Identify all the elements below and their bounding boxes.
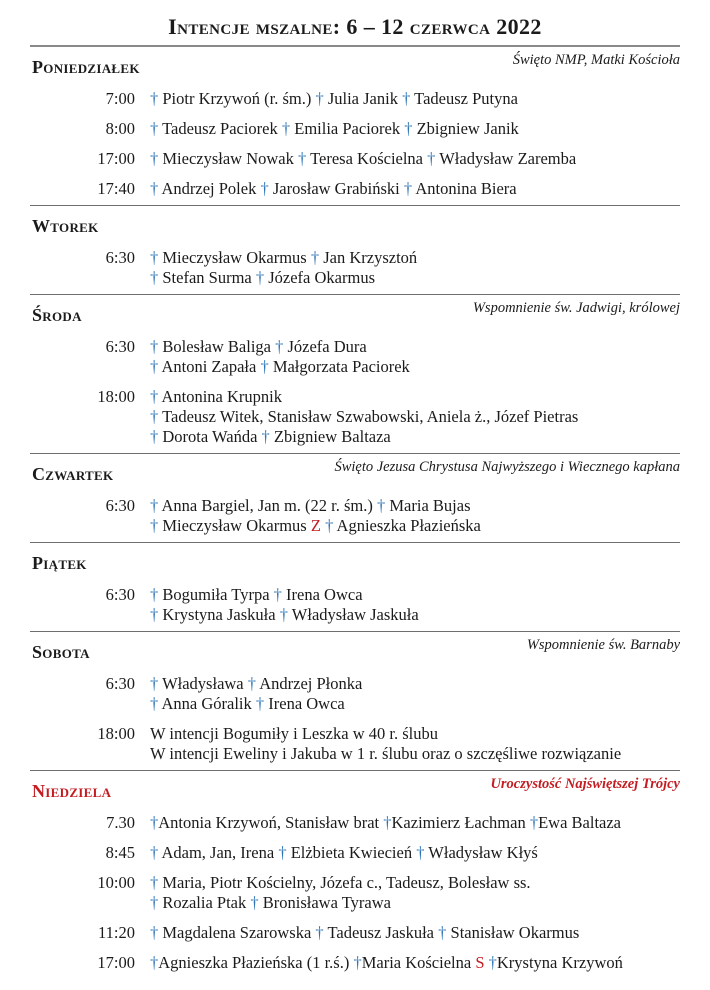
mass-time: 6:30 — [105, 585, 135, 604]
intention-text: Antonina Biera — [415, 179, 517, 198]
dagger-mark: † — [150, 605, 163, 624]
intention-text: Antonia Krzywoń, Stanisław brat — [158, 813, 384, 832]
mass-intentions — [150, 387, 578, 447]
mass-intentions — [150, 119, 519, 139]
feast-note: Wspomnienie św. Jadwigi, królowej — [472, 300, 680, 316]
red-letter: Z — [310, 516, 321, 535]
intention-text: Anna Góralik — [161, 694, 256, 713]
dagger-mark: † — [150, 248, 163, 267]
dagger-mark: † — [150, 923, 163, 942]
day-list — [30, 47, 680, 979]
intention-line — [150, 893, 531, 913]
dagger-mark: † — [150, 873, 163, 892]
dagger-mark: † — [325, 516, 337, 535]
mass-time: 6:30 — [105, 248, 135, 267]
dagger-mark: † — [247, 674, 260, 693]
day-heading: Piątek — [32, 553, 87, 573]
mass-row — [30, 585, 680, 625]
intention-text: Ewa Baltaza — [538, 813, 622, 832]
intention-line — [150, 724, 621, 744]
dagger-mark: † — [150, 694, 162, 713]
mass-row — [30, 179, 680, 199]
mass-row — [30, 119, 680, 139]
mass-intentions — [150, 873, 531, 913]
intention-line — [150, 694, 362, 714]
intention-text: Andrzej Płonka — [259, 674, 363, 693]
intention-text: Bogumiła Tyrpa — [162, 585, 274, 604]
intention-line — [150, 89, 518, 109]
feast-note: Święto Jezusa Chrystusa Najwyższego i Wiecznego kapłana — [334, 459, 680, 475]
mass-row — [30, 248, 680, 288]
mass-row — [30, 674, 680, 714]
mass-row — [30, 496, 680, 536]
mass-row — [30, 149, 680, 169]
feast-note: Uroczystość Najświętszej Trójcy — [490, 776, 680, 792]
intention-text: Agnieszka Płazieńska — [336, 516, 481, 535]
dagger-mark: † — [150, 953, 159, 972]
intention-line — [150, 873, 531, 893]
day-header — [30, 547, 680, 575]
day-header — [30, 775, 680, 803]
intention-line — [150, 923, 579, 943]
intention-text: Władysława — [162, 674, 248, 693]
intention-text: Maria Bujas — [389, 496, 471, 515]
mass-intentions — [150, 953, 623, 973]
dagger-mark: † — [150, 387, 162, 406]
intention-line — [150, 387, 578, 407]
mass-time: 17:00 — [97, 149, 135, 168]
day-section — [30, 294, 680, 453]
dagger-mark: † — [315, 923, 328, 942]
mass-intentions — [150, 585, 419, 625]
intention-line — [150, 427, 578, 447]
dagger-mark: † — [260, 357, 273, 376]
intention-text: Magdalena Szarowska — [162, 923, 316, 942]
mass-time: 10:00 — [97, 873, 135, 892]
dagger-mark: † — [150, 585, 163, 604]
dagger-mark: † — [150, 119, 163, 138]
intention-text: Zbigniew Baltaza — [273, 427, 391, 446]
intention-text: Elżbieta Kwiecień — [290, 843, 417, 862]
day-section — [30, 542, 680, 631]
intention-line — [150, 149, 576, 169]
intention-line — [150, 248, 417, 268]
intention-text: Władysław Kłyś — [428, 843, 538, 862]
dagger-mark: † — [377, 496, 390, 515]
mass-row — [30, 337, 680, 377]
intention-line — [150, 953, 623, 973]
intention-text: W intencji Eweliny i Jakuba w 1 r. ślubu oraz o szczęśliwe rozwiązanie — [150, 744, 622, 763]
dagger-mark: † — [150, 357, 162, 376]
mass-row — [30, 843, 680, 863]
intention-text: Adam, Jan, Irena — [161, 843, 279, 862]
day-header — [30, 458, 680, 486]
intention-text: Mieczysław Nowak — [162, 149, 299, 168]
intention-text: Maria Kościelna — [361, 953, 476, 972]
dagger-mark: † — [438, 923, 451, 942]
dagger-mark: † — [150, 268, 163, 287]
dagger-mark: † — [279, 605, 292, 624]
day-heading: Sobota — [32, 642, 90, 662]
mass-row — [30, 813, 680, 833]
dagger-mark: † — [255, 268, 269, 287]
mass-time: 7:00 — [105, 89, 135, 108]
dagger-mark: † — [260, 179, 273, 198]
dagger-mark: † — [250, 893, 263, 912]
day-section — [30, 205, 680, 294]
mass-intentions — [150, 923, 579, 943]
intention-text: Władysław Zaremba — [439, 149, 577, 168]
dagger-mark: † — [278, 843, 291, 862]
dagger-mark: † — [310, 248, 324, 267]
day-section — [30, 631, 680, 770]
dagger-mark: † — [404, 119, 417, 138]
dagger-mark: † — [150, 407, 163, 426]
dagger-mark: † — [315, 89, 328, 108]
intention-text: Józefa Dura — [287, 337, 367, 356]
intention-line — [150, 179, 517, 199]
intention-text: Maria, Piotr Kościelny, Józefa c., Tadeusz, Bolesław ss. — [162, 873, 531, 892]
day-heading: Wtorek — [32, 216, 99, 236]
day-section — [30, 770, 680, 979]
mass-time: 7.30 — [106, 813, 135, 832]
intention-text: Mieczysław Okarmus — [162, 248, 311, 267]
dagger-mark: † — [150, 843, 162, 862]
intention-text: Dorota Wańda — [162, 427, 262, 446]
intention-line — [150, 268, 417, 288]
intention-line — [150, 744, 621, 764]
intention-line — [150, 516, 481, 536]
intention-text: Kazimierz Łachman — [391, 813, 530, 832]
intention-text: Tadeusz Putyna — [414, 89, 518, 108]
intention-text: Tadeusz Paciorek — [162, 119, 282, 138]
dagger-mark: † — [150, 893, 163, 912]
intention-text: Władysław Jaskuła — [291, 605, 419, 624]
intention-text: W intencji Bogumiły i Leszka w 40 r. ślubu — [150, 724, 438, 743]
feast-note: Wspomnienie św. Barnaby — [526, 637, 680, 653]
feast-note: Święto NMP, Matki Kościoła — [512, 52, 680, 68]
intention-line — [150, 119, 519, 139]
day-heading: Poniedziałek — [32, 57, 140, 77]
red-letter: S — [475, 953, 485, 972]
intention-text: Mieczysław Okarmus — [162, 516, 311, 535]
day-header — [30, 299, 680, 327]
dagger-mark: † — [150, 179, 162, 198]
intention-text: Rozalia Ptak — [162, 893, 251, 912]
dagger-mark: † — [416, 843, 429, 862]
intention-text: Julia Janik — [327, 89, 403, 108]
mass-time: 8:45 — [105, 843, 135, 862]
dagger-mark: † — [298, 149, 311, 168]
page-title: Intencje mszalne: 6 – 12 czerwca 2022 — [30, 14, 680, 47]
mass-intentions — [150, 89, 518, 109]
dagger-mark: † — [427, 149, 440, 168]
intention-line — [150, 407, 578, 427]
mass-intentions — [150, 496, 481, 536]
intention-line — [150, 357, 410, 377]
mass-intentions — [150, 149, 576, 169]
intention-line — [150, 496, 481, 516]
intention-line — [150, 605, 419, 625]
dagger-mark: † — [150, 149, 163, 168]
dagger-mark: † — [402, 89, 415, 108]
intention-text: Bronisława Tyrawa — [262, 893, 391, 912]
intention-line — [150, 674, 362, 694]
intention-text: Stefan Surma — [162, 268, 256, 287]
mass-time: 6:30 — [105, 337, 135, 356]
mass-time: 17:00 — [97, 953, 135, 972]
day-section — [30, 453, 680, 542]
dagger-mark: † — [150, 516, 163, 535]
dagger-mark: † — [383, 813, 392, 832]
intention-line — [150, 585, 419, 605]
dagger-mark: † — [273, 585, 287, 604]
intention-text: Teresa Kościelna — [310, 149, 428, 168]
intention-text: Tadeusz Witek, Stanisław Szwabowski, Aniela ż., Józef Pietras — [162, 407, 579, 426]
intention-line — [150, 813, 621, 833]
day-heading: Czwartek — [32, 464, 114, 484]
intention-text: Józefa Okarmus — [268, 268, 375, 287]
dagger-mark: † — [353, 953, 362, 972]
mass-row — [30, 89, 680, 109]
intention-text: Zbigniew Janik — [416, 119, 519, 138]
dagger-mark: † — [529, 813, 539, 832]
intention-text: Antoni Zapała — [161, 357, 261, 376]
dagger-mark: † — [150, 427, 163, 446]
dagger-mark: † — [403, 179, 416, 198]
day-header — [30, 51, 680, 79]
intention-text: Irena Owca — [286, 585, 363, 604]
mass-row — [30, 387, 680, 447]
mass-intentions — [150, 674, 362, 714]
intention-text: Stanisław Okarmus — [450, 923, 580, 942]
intention-text: Krystyna Krzywoń — [496, 953, 623, 972]
dagger-mark: † — [261, 427, 274, 446]
dagger-mark: † — [150, 337, 163, 356]
mass-intentions — [150, 843, 538, 863]
mass-time: 11:20 — [98, 923, 135, 942]
intention-text: Irena Owca — [268, 694, 345, 713]
dagger-mark: † — [150, 496, 162, 515]
day-header — [30, 210, 680, 238]
mass-intentions — [150, 813, 621, 833]
mass-time: 17:40 — [97, 179, 135, 198]
dagger-mark: † — [150, 674, 163, 693]
dagger-mark: † — [150, 89, 163, 108]
intention-text: Andrzej Polek — [161, 179, 261, 198]
mass-time: 6:30 — [105, 674, 135, 693]
intention-text: Bolesław Baliga — [162, 337, 276, 356]
day-heading: Niedziela — [32, 781, 112, 801]
mass-intentions — [150, 337, 410, 377]
intention-line — [150, 337, 410, 357]
mass-row — [30, 724, 680, 764]
intention-text: Emilia Paciorek — [294, 119, 405, 138]
day-header — [30, 636, 680, 664]
intention-text: Piotr Krzywoń (r. śm.) — [162, 89, 316, 108]
dagger-mark: † — [255, 694, 269, 713]
dagger-mark: † — [150, 813, 159, 832]
mass-row — [30, 873, 680, 913]
day-heading: Środa — [32, 305, 82, 325]
intention-text: Jarosław Grabiński — [272, 179, 404, 198]
mass-time: 18:00 — [97, 387, 135, 406]
mass-row — [30, 953, 680, 973]
dagger-mark: † — [275, 337, 288, 356]
mass-time: 18:00 — [97, 724, 135, 743]
mass-intentions — [150, 724, 621, 764]
dagger-mark: † — [488, 953, 497, 972]
mass-time: 8:00 — [105, 119, 135, 138]
mass-intentions — [150, 248, 417, 288]
intention-text: Małgorzata Paciorek — [272, 357, 410, 376]
mass-intentions — [150, 179, 517, 199]
mass-row — [30, 923, 680, 943]
intention-line — [150, 843, 538, 863]
intention-text: Anna Bargiel, Jan m. (22 r. śm.) — [161, 496, 378, 515]
intention-text: Jan Krzysztoń — [323, 248, 418, 267]
day-section — [30, 47, 680, 205]
intention-text: Antonina Krupnik — [161, 387, 282, 406]
intention-text: Agnieszka Płazieńska (1 r.ś.) — [158, 953, 354, 972]
mass-time: 6:30 — [105, 496, 135, 515]
intention-text: Krystyna Jaskuła — [162, 605, 280, 624]
intention-text: Tadeusz Jaskuła — [327, 923, 439, 942]
dagger-mark: † — [281, 119, 295, 138]
